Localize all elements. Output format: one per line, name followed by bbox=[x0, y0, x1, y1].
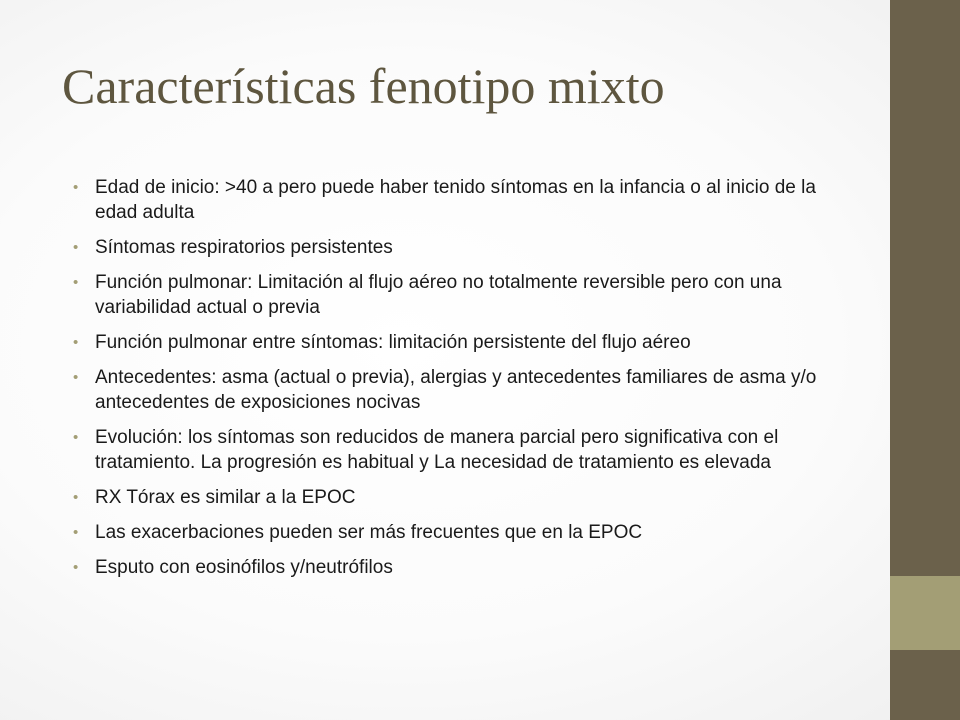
bullet-item bbox=[72, 520, 852, 545]
bullet-marker: • bbox=[73, 524, 79, 541]
bullet-text: Función pulmonar entre síntomas: limitación persistente del flujo aéreo bbox=[95, 332, 691, 353]
bullet-list bbox=[72, 175, 852, 590]
bullet-marker: • bbox=[73, 179, 79, 196]
bullet-item bbox=[72, 555, 852, 580]
bullet-text: RX Tórax es similar a la EPOC bbox=[95, 487, 356, 508]
bullet-text: Antecedentes: asma (actual o previa), alergias y antecedentes familiares de asma y/o antecedentes de exposiciones nocivas bbox=[95, 367, 817, 413]
bullet-item bbox=[72, 485, 852, 510]
bullet-text: Las exacerbaciones pueden ser más frecuentes que en la EPOC bbox=[95, 522, 643, 543]
bullet-text: Edad de inicio: >40 a pero puede haber tenido síntomas en la infancia o al inicio de la edad adulta bbox=[95, 177, 816, 223]
bullet-item bbox=[72, 235, 852, 260]
slide-title: Características fenotipo mixto bbox=[62, 58, 665, 114]
bullet-marker: • bbox=[73, 334, 79, 351]
bullet-item bbox=[72, 330, 852, 355]
side-accent-block bbox=[890, 576, 960, 650]
bullet-marker: • bbox=[73, 369, 79, 386]
bullet-text: Esputo con eosinófilos y/neutrófilos bbox=[95, 557, 393, 578]
bullet-item bbox=[72, 175, 852, 225]
bullet-text: Evolución: los síntomas son reducidos de manera parcial pero significativa con el tratamiento. La progresión es habitual y La necesidad de tratamiento es elevada bbox=[95, 427, 779, 473]
bullet-item bbox=[72, 270, 852, 320]
bullet-marker: • bbox=[73, 559, 79, 576]
bullet-text: Función pulmonar: Limitación al flujo aéreo no totalmente reversible pero con una variabilidad actual o previa bbox=[95, 272, 782, 318]
bullet-item bbox=[72, 425, 852, 475]
bullet-marker: • bbox=[73, 239, 79, 256]
bullet-text: Síntomas respiratorios persistentes bbox=[95, 237, 393, 258]
bullet-marker: • bbox=[73, 429, 79, 446]
bullet-marker: • bbox=[73, 489, 79, 506]
bullet-marker: • bbox=[73, 274, 79, 291]
bullet-item bbox=[72, 365, 852, 415]
